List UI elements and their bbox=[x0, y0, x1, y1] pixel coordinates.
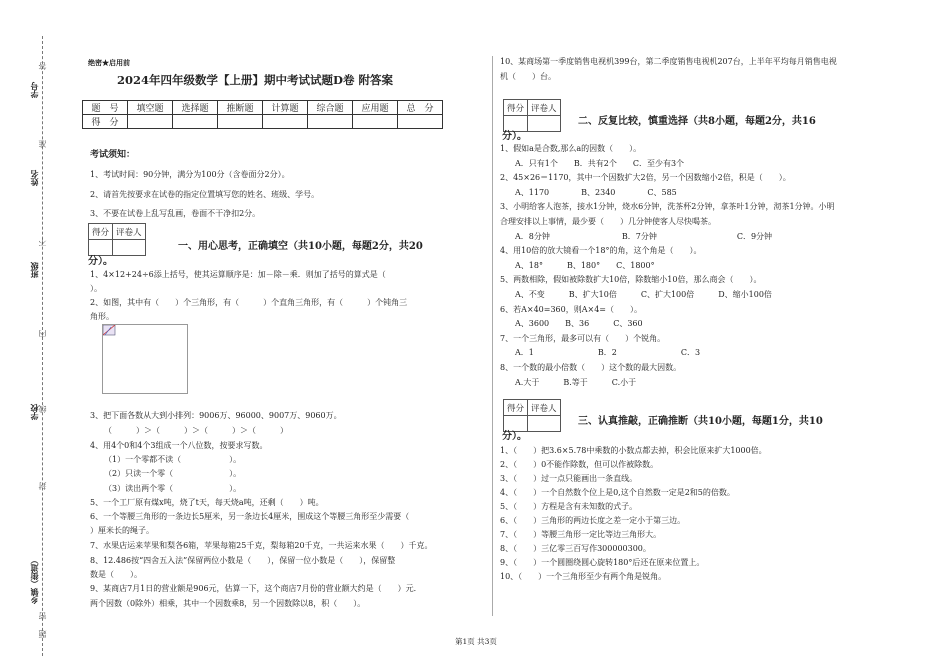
section-1-title: 一、用心思考，正确填空（共10小题，每题2分，共20 bbox=[178, 241, 423, 252]
choice-line: 7、一个三角形，最多可以有（ ）个锐角。 bbox=[500, 333, 666, 343]
score-input-cell[interactable] bbox=[128, 115, 173, 129]
choice-line: A．1 B．2 C．3 bbox=[515, 348, 701, 358]
question-line: 两个因数（0除外）相乘，其中一个因数乘8，另一个因数除以8，积（ ）。 bbox=[90, 599, 366, 608]
judgement-line: 9、（ ）一个圆圈绕圆心旋转180°后还在原来位置上。 bbox=[500, 558, 705, 567]
choice-line: 合理安排以上事情，最少要（ ）几分钟使客人尽快喝茶。 bbox=[500, 217, 716, 226]
judgement-line: 2、（ ）0不能作除数，但可以作被除数。 bbox=[500, 460, 659, 469]
section-3-title-cont: 分）。 bbox=[502, 431, 527, 442]
choice-line: 6、若A×40=360，则A×4=（ ）。 bbox=[500, 304, 642, 314]
score-cell: 题 号 bbox=[83, 101, 128, 115]
choice-line: 8、一个数的最小倍数（ ）这个数的最大因数。 bbox=[500, 363, 682, 372]
score-input-cell[interactable] bbox=[173, 115, 218, 129]
binding-dashed-line bbox=[42, 36, 43, 656]
notice-item: 1、考试时间：90分钟，满分为100分（含卷面分2分）。 bbox=[90, 170, 290, 179]
judgement-line: 6、（ ）三角形的两边长度之差一定小于第三边。 bbox=[500, 516, 686, 525]
score-input-cell[interactable] bbox=[263, 115, 308, 129]
choice-line: A、不变 B、扩大10倍 C、扩大100倍 D、缩小100倍 bbox=[515, 290, 772, 299]
choice-line: A、1170 B、2340 C、585 bbox=[515, 187, 677, 197]
scorer-input[interactable] bbox=[528, 416, 561, 432]
question-line: 10、某商场第一季度销售电视机399台，第二季度销售电视机207台，上半年平均每月销售电视 bbox=[500, 57, 837, 66]
scorer-label: 评卷人 bbox=[113, 224, 146, 240]
question-line: 数是（ ）。 bbox=[90, 570, 142, 579]
question-line: 6、一个等腰三角形的一条边长5厘米，另一条边长4厘米，围成这个等腰三角形至少需要（ bbox=[90, 512, 410, 521]
scorer-input[interactable] bbox=[504, 416, 528, 432]
scorer-box bbox=[503, 399, 561, 432]
score-table-header-row bbox=[83, 101, 443, 115]
question-line: （2）只读一个零（ ）。 bbox=[104, 469, 242, 478]
seal-char: 内 bbox=[38, 330, 47, 338]
margin-label-class: 班级 bbox=[29, 262, 39, 278]
score-cell: 选择题 bbox=[173, 101, 218, 115]
judgement-line: 3、（ ）过一点只能画出一条直线。 bbox=[500, 474, 638, 483]
page-title: 2024年四年级数学【上册】期中考试试题D卷 附答案 bbox=[117, 73, 393, 87]
section-2-title-cont: 分）。 bbox=[502, 131, 527, 142]
question-line: 角形。 bbox=[90, 312, 114, 321]
score-input-cell[interactable] bbox=[218, 115, 263, 129]
question-line: （1）一个零都不读（ ）。 bbox=[104, 455, 242, 464]
figure-svg bbox=[103, 325, 187, 393]
choice-line: 4、用10倍的放大镜看一个18°的角，这个角是（ ）。 bbox=[500, 246, 702, 256]
scorer-input[interactable] bbox=[113, 240, 146, 256]
seal-char: 准 bbox=[38, 140, 47, 148]
scorer-input[interactable] bbox=[528, 116, 561, 132]
choice-line: 3、小明给客人泡茶，接水1分钟，烧水6分钟，洗茶杯2分钟，拿茶叶1分钟，沏茶1分钟。小明 bbox=[500, 202, 835, 212]
question-line: 8、12.486按“四舍五入法”保留两位小数是（ ），保留一位小数是（ ），保留整 bbox=[90, 556, 396, 565]
triangle-figure bbox=[102, 324, 188, 394]
question-line: 4、用4个0和4个3组成一个八位数，按要求写数。 bbox=[90, 441, 268, 450]
scorer-label: 得分 bbox=[504, 100, 528, 116]
score-input-cell[interactable] bbox=[308, 115, 353, 129]
question-line: 9、某商店7月1日的营业额是906元，估算一下，这个商店7月份的营业额大约是（ ）元． bbox=[90, 584, 422, 593]
judgement-line: 8、（ ）三亿零三百写作300000300。 bbox=[500, 544, 651, 553]
score-cell: 填空题 bbox=[128, 101, 173, 115]
choice-line: A．只有1个 B．共有2个 C．至少有3个 bbox=[515, 158, 685, 168]
answer-blanks: （ ）＞（ ）＞（ ）＞（ ） bbox=[104, 426, 288, 435]
question-line: 1、4×12+24÷6添上括号，使其运算顺序是：加－除－乘．则加了括号的算式是（ bbox=[90, 270, 386, 279]
margin-label-student-id: 学号 bbox=[29, 82, 39, 98]
judgement-line: 7、（ ）等腰三角形一定比等边三角形大。 bbox=[500, 530, 662, 539]
score-cell: 推断题 bbox=[218, 101, 263, 115]
section-2-title: 二、反复比较，慎重选择（共8小题，每题2分，共16 bbox=[578, 116, 816, 127]
judgement-line: 5、（ ）方程是含有未知数的式子。 bbox=[500, 502, 638, 511]
seal-char: 线 bbox=[38, 405, 47, 413]
judgement-line: 10、（ ）一个三角形至少有两个角是锐角。 bbox=[500, 572, 667, 581]
question-line: 机（ ）台。 bbox=[500, 72, 556, 81]
choice-line: 2、45×26＝1170，其中一个因数扩大2倍，另一个因数缩小2倍，积是（ ）。 bbox=[500, 173, 791, 183]
choice-line: 1、假如a是合数,那么a的因数（ ）。 bbox=[500, 144, 642, 153]
scorer-input[interactable] bbox=[89, 240, 113, 256]
score-cell: 综合题 bbox=[308, 101, 353, 115]
scorer-box bbox=[503, 99, 561, 132]
margin-label-town: 乡镇（街道） bbox=[29, 556, 39, 604]
question-line: ）。 bbox=[90, 284, 102, 293]
score-input-cell[interactable] bbox=[398, 115, 443, 129]
score-cell: 总 分 bbox=[398, 101, 443, 115]
notice-title: 考试须知： bbox=[90, 150, 136, 160]
secret-label: 绝密★启用前 bbox=[88, 58, 130, 67]
choice-line: 5、两数相除，假如被除数扩大10倍，除数缩小10倍，那么商会（ ）。 bbox=[500, 275, 762, 285]
score-input-cell[interactable] bbox=[353, 115, 398, 129]
question-line: 5、一个工厂原有煤x吨，烧了t天，每天烧a吨，还剩（ ）吨。 bbox=[90, 498, 324, 507]
notice-item: 3、不要在试卷上乱写乱画，卷面不干净扣2分。 bbox=[90, 209, 261, 218]
section-1-title-cont: 分）。 bbox=[88, 256, 113, 267]
choice-line: A．8分钟 B．7分钟 C．9分钟 bbox=[515, 231, 773, 241]
question-line: （3）读出两个零（ ）。 bbox=[104, 484, 242, 493]
seal-char: 题 bbox=[38, 630, 47, 638]
scorer-label: 评卷人 bbox=[528, 100, 561, 116]
score-cell: 得 分 bbox=[83, 115, 128, 129]
choice-line: A、18° B、180° C、1800° bbox=[515, 260, 655, 270]
seal-char: 不 bbox=[38, 238, 47, 246]
choice-line: A、3600 B、36 C、360 bbox=[515, 319, 643, 329]
score-table bbox=[82, 100, 443, 129]
page-footer: 第1页 共3页 bbox=[455, 637, 497, 646]
judgement-line: 1、（ ）把3.6×5.78中乘数的小数点都去掉，积会比原来扩大1000倍。 bbox=[500, 446, 767, 455]
score-table-score-row bbox=[83, 115, 443, 129]
score-cell: 计算题 bbox=[263, 101, 308, 115]
notice-item: 2、请首先按要求在试卷的指定位置填写您的姓名、班级、学号。 bbox=[90, 190, 320, 199]
margin-label-school: 学校 bbox=[29, 404, 39, 420]
question-line: 7、水果店运来苹果和梨各6箱，苹果每箱25千克，梨每箱20千克，一共运来水果（ ）千克。 bbox=[90, 541, 433, 550]
choice-line: A.大于 B.等于 C.小于 bbox=[515, 377, 637, 387]
seal-char: 密 bbox=[38, 612, 47, 620]
scorer-label: 得分 bbox=[504, 400, 528, 416]
question-line: ）厘米长的绳子。 bbox=[90, 526, 154, 535]
question-line: 2、如图，其中有（ ）个三角形，有（ ）个直角三角形，有（ ）个钝角三 bbox=[90, 298, 408, 307]
scorer-label: 评卷人 bbox=[528, 400, 561, 416]
seal-char: 答 bbox=[38, 62, 47, 70]
score-cell: 应用题 bbox=[353, 101, 398, 115]
column-divider bbox=[492, 56, 493, 616]
scorer-input[interactable] bbox=[504, 116, 528, 132]
seal-char: 封 bbox=[38, 482, 47, 490]
question-line: 3、把下面各数从大到小排列：9006万、96000、9007万、9060万。 bbox=[90, 411, 342, 420]
judgement-line: 4、（ ）一个自然数个位上是0,这个自然数一定是2和5的倍数。 bbox=[500, 488, 735, 497]
scorer-label: 得分 bbox=[89, 224, 113, 240]
section-3-title: 三、认真推敲，正确推断（共10小题，每题1分，共10 bbox=[578, 416, 823, 427]
scorer-box bbox=[88, 223, 146, 256]
margin-label-name: 姓名 bbox=[29, 170, 39, 186]
